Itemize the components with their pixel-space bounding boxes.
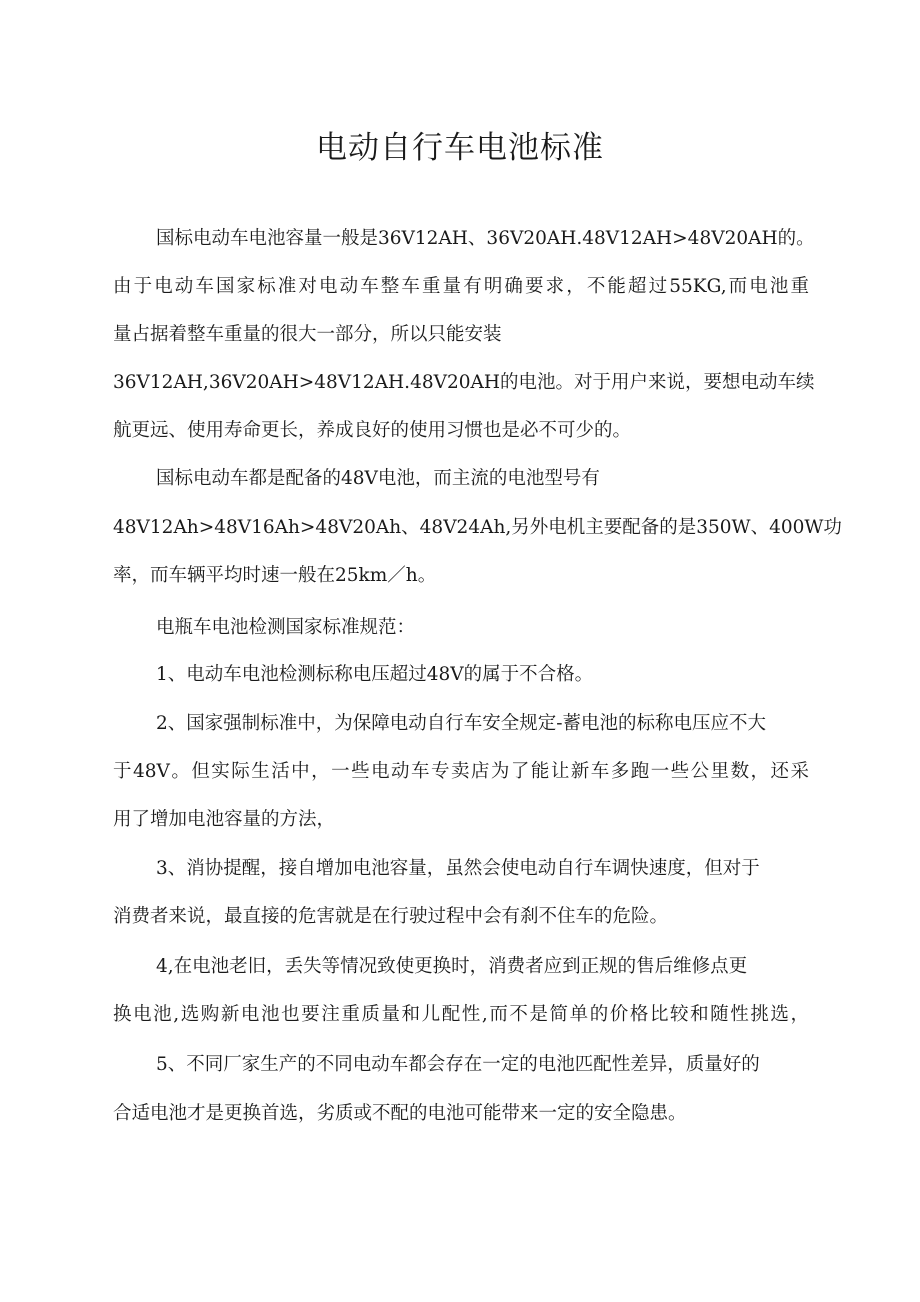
paragraph-line: 2、国家强制标准中，为保障电动自行车安全规定-蓄电池的标称电压应不大	[156, 713, 767, 734]
paragraph-line: 率，而车辆平均时速一般在25km／h。	[113, 565, 437, 586]
paragraph-line: 电瓶车电池检测国家标准规范：	[156, 617, 416, 638]
paragraph-line: 换电池,选购新电池也要注重质量和儿配性,而不是简单的价格比较和随性挑选，	[113, 1004, 809, 1025]
paragraph-line: 48V12Ah>48V16Ah>48V20Ah、48V24Ah,另外电机主要配备的是350W、400W功	[113, 517, 842, 538]
paragraph-line: 36V12AH,36V20AH>48V12AH.48V20AH的电池。对于用户来说，要想电动车续	[113, 372, 815, 393]
paragraph-line: 消费者来说，最直接的危害就是在行驶过程中会有刹不住车的危险。	[113, 906, 669, 927]
paragraph-line: 用了增加电池容量的方法，	[113, 809, 336, 830]
paragraph-line: 由于电动车国家标准对电动车整车重量有明确要求，不能超过55KG,而电池重	[113, 276, 809, 297]
document-title: 电动自行车电池标准	[316, 130, 604, 166]
paragraph-line: 5、不同厂家生产的不同电动车都会存在一定的电池匹配性差异，质量好的	[156, 1054, 760, 1075]
paragraph-line: 4,在电池老旧，丢失等情况致使更换时，消费者应到正规的售后维修点更	[156, 956, 748, 977]
paragraph-line: 合适电池才是更换首选，劣质或不配的电池可能带来一定的安全隐患。	[113, 1103, 687, 1124]
paragraph-line: 航更远、使用寿命更长，养成良好的使用习惯也是必不可少的。	[113, 420, 632, 441]
paragraph-line: 量占据着整车重量的很大一部分，所以只能安装	[113, 324, 502, 345]
paragraph-line: 国标电动车电池容量一般是36V12AH、36V20AH.48V12AH>48V20AH的。	[156, 228, 815, 249]
paragraph-line: 国标电动车都是配备的48V电池，而主流的电池型号有	[156, 468, 600, 489]
paragraph-line: 于48V。但实际生活中，一些电动车专卖店为了能让新车多跑一些公里数，还采	[113, 761, 809, 782]
paragraph-line: 3、消协提醒，接自增加电池容量，虽然会使电动自行车调快速度，但对于	[156, 858, 760, 879]
paragraph-line: 1、电动车电池检测标称电压超过48V的属于不合格。	[156, 664, 594, 685]
